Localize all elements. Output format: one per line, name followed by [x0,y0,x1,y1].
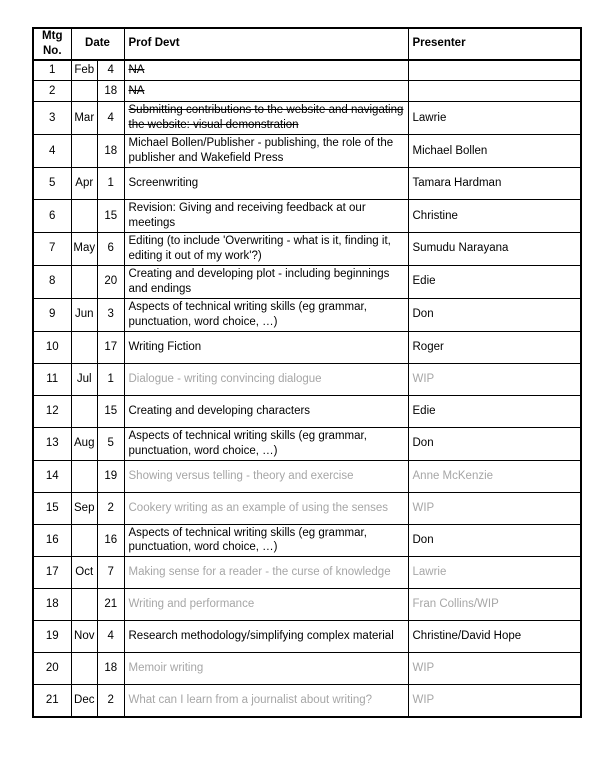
cell-mtg-no: 1 [33,60,71,81]
cell-mtg-no: 10 [33,331,71,363]
cell-month [71,589,98,621]
cell-topic: Memoir writing [124,653,408,685]
cell-day: 15 [98,395,125,427]
cell-presenter: Roger [408,331,581,363]
cell-topic: Creating and developing plot - including beginnings and endings [124,265,408,298]
cell-mtg-no: 8 [33,265,71,298]
cell-mtg-no: 5 [33,168,71,200]
cell-month [71,265,98,298]
cell-topic: Writing and performance [124,589,408,621]
cell-mtg-no: 21 [33,685,71,717]
table-row [33,60,581,81]
cell-month: May [71,233,98,266]
table-row [33,135,581,168]
cell-mtg-no: 17 [33,557,71,589]
cell-mtg-no: 16 [33,524,71,557]
cell-presenter: Christine/David Hope [408,621,581,653]
cell-month: Sep [71,492,98,524]
table-row [33,557,581,589]
cell-month: Aug [71,427,98,460]
cell-mtg-no: 13 [33,427,71,460]
cell-mtg-no: 18 [33,589,71,621]
cell-topic: Dialogue - writing convincing dialogue [124,363,408,395]
cell-day: 2 [98,685,125,717]
cell-day: 20 [98,265,125,298]
cell-presenter: Lawrie [408,102,581,135]
table-row [33,621,581,653]
table-row [33,298,581,331]
cell-day: 18 [98,135,125,168]
meeting-schedule-table [32,27,582,718]
header-row [33,28,581,60]
cell-mtg-no: 11 [33,363,71,395]
cell-topic: NA [124,81,408,102]
table-row [33,102,581,135]
col-header-prof-devt: Prof Devt [124,28,408,60]
cell-mtg-no: 4 [33,135,71,168]
table-row [33,363,581,395]
cell-presenter: WIP [408,492,581,524]
table-row [33,233,581,266]
table-row [33,524,581,557]
cell-month: Nov [71,621,98,653]
cell-topic: Research methodology/simplifying complex material [124,621,408,653]
table-row [33,200,581,233]
cell-month [71,395,98,427]
table-header [33,28,581,60]
cell-topic: What can I learn from a journalist about writing? [124,685,408,717]
table-row [33,589,581,621]
cell-presenter: WIP [408,685,581,717]
col-header-date: Date [71,28,124,60]
cell-presenter: Christine [408,200,581,233]
cell-month: Jul [71,363,98,395]
cell-mtg-no: 9 [33,298,71,331]
cell-month [71,524,98,557]
cell-day: 1 [98,363,125,395]
cell-presenter [408,60,581,81]
cell-day: 18 [98,81,125,102]
cell-mtg-no: 3 [33,102,71,135]
cell-presenter: Edie [408,395,581,427]
table-row [33,460,581,492]
cell-month [71,331,98,363]
table-row [33,395,581,427]
table-row [33,331,581,363]
cell-topic: Writing Fiction [124,331,408,363]
cell-month [71,200,98,233]
cell-month: Mar [71,102,98,135]
cell-topic: Revision: Giving and receiving feedback at our meetings [124,200,408,233]
cell-presenter: Lawrie [408,557,581,589]
cell-topic: Showing versus telling - theory and exercise [124,460,408,492]
cell-presenter: Anne McKenzie [408,460,581,492]
cell-topic: Making sense for a reader - the curse of knowledge [124,557,408,589]
cell-day: 1 [98,168,125,200]
col-header-presenter: Presenter [408,28,581,60]
cell-presenter: Don [408,298,581,331]
table-row [33,492,581,524]
cell-topic: Michael Bollen/Publisher - publishing, the role of the publisher and Wakefield Press [124,135,408,168]
cell-day: 6 [98,233,125,266]
cell-month: Feb [71,60,98,81]
cell-day: 4 [98,102,125,135]
cell-day: 16 [98,524,125,557]
cell-presenter: Edie [408,265,581,298]
cell-topic: Editing (to include 'Overwriting - what is it, finding it, editing it out of my work'?) [124,233,408,266]
table-row [33,685,581,717]
cell-day: 7 [98,557,125,589]
cell-presenter: Michael Bollen [408,135,581,168]
cell-presenter: Don [408,524,581,557]
col-header-mtg-no: Mtg No. [33,28,71,60]
cell-day: 18 [98,653,125,685]
cell-month: Dec [71,685,98,717]
table-body [33,60,581,717]
cell-month: Oct [71,557,98,589]
cell-month [71,653,98,685]
cell-day: 2 [98,492,125,524]
cell-presenter: Fran Collins/WIP [408,589,581,621]
table-row [33,427,581,460]
cell-mtg-no: 12 [33,395,71,427]
cell-topic: Cookery writing as an example of using the senses [124,492,408,524]
cell-day: 17 [98,331,125,363]
table-row [33,653,581,685]
cell-mtg-no: 20 [33,653,71,685]
cell-topic: Aspects of technical writing skills (eg grammar, punctuation, word choice, …) [124,524,408,557]
cell-topic: Submitting contributions to the website and navigating the website: visual demonstration [124,102,408,135]
cell-presenter: WIP [408,363,581,395]
table-row [33,265,581,298]
cell-month: Jun [71,298,98,331]
cell-mtg-no: 6 [33,200,71,233]
cell-day: 3 [98,298,125,331]
table-row [33,81,581,102]
cell-topic: Screenwriting [124,168,408,200]
cell-presenter: Tamara Hardman [408,168,581,200]
cell-day: 19 [98,460,125,492]
cell-topic: Aspects of technical writing skills (eg grammar, punctuation, word choice, …) [124,298,408,331]
cell-day: 4 [98,60,125,81]
cell-topic: NA [124,60,408,81]
cell-presenter: Sumudu Narayana [408,233,581,266]
table-row [33,168,581,200]
cell-month [71,135,98,168]
cell-presenter [408,81,581,102]
cell-day: 21 [98,589,125,621]
cell-presenter: Don [408,427,581,460]
cell-topic: Creating and developing characters [124,395,408,427]
cell-day: 4 [98,621,125,653]
cell-day: 15 [98,200,125,233]
cell-topic: Aspects of technical writing skills (eg grammar, punctuation, word choice, …) [124,427,408,460]
cell-month: Apr [71,168,98,200]
cell-month [71,81,98,102]
cell-presenter: WIP [408,653,581,685]
cell-mtg-no: 2 [33,81,71,102]
cell-mtg-no: 14 [33,460,71,492]
cell-day: 5 [98,427,125,460]
cell-month [71,460,98,492]
cell-mtg-no: 15 [33,492,71,524]
cell-mtg-no: 19 [33,621,71,653]
cell-mtg-no: 7 [33,233,71,266]
